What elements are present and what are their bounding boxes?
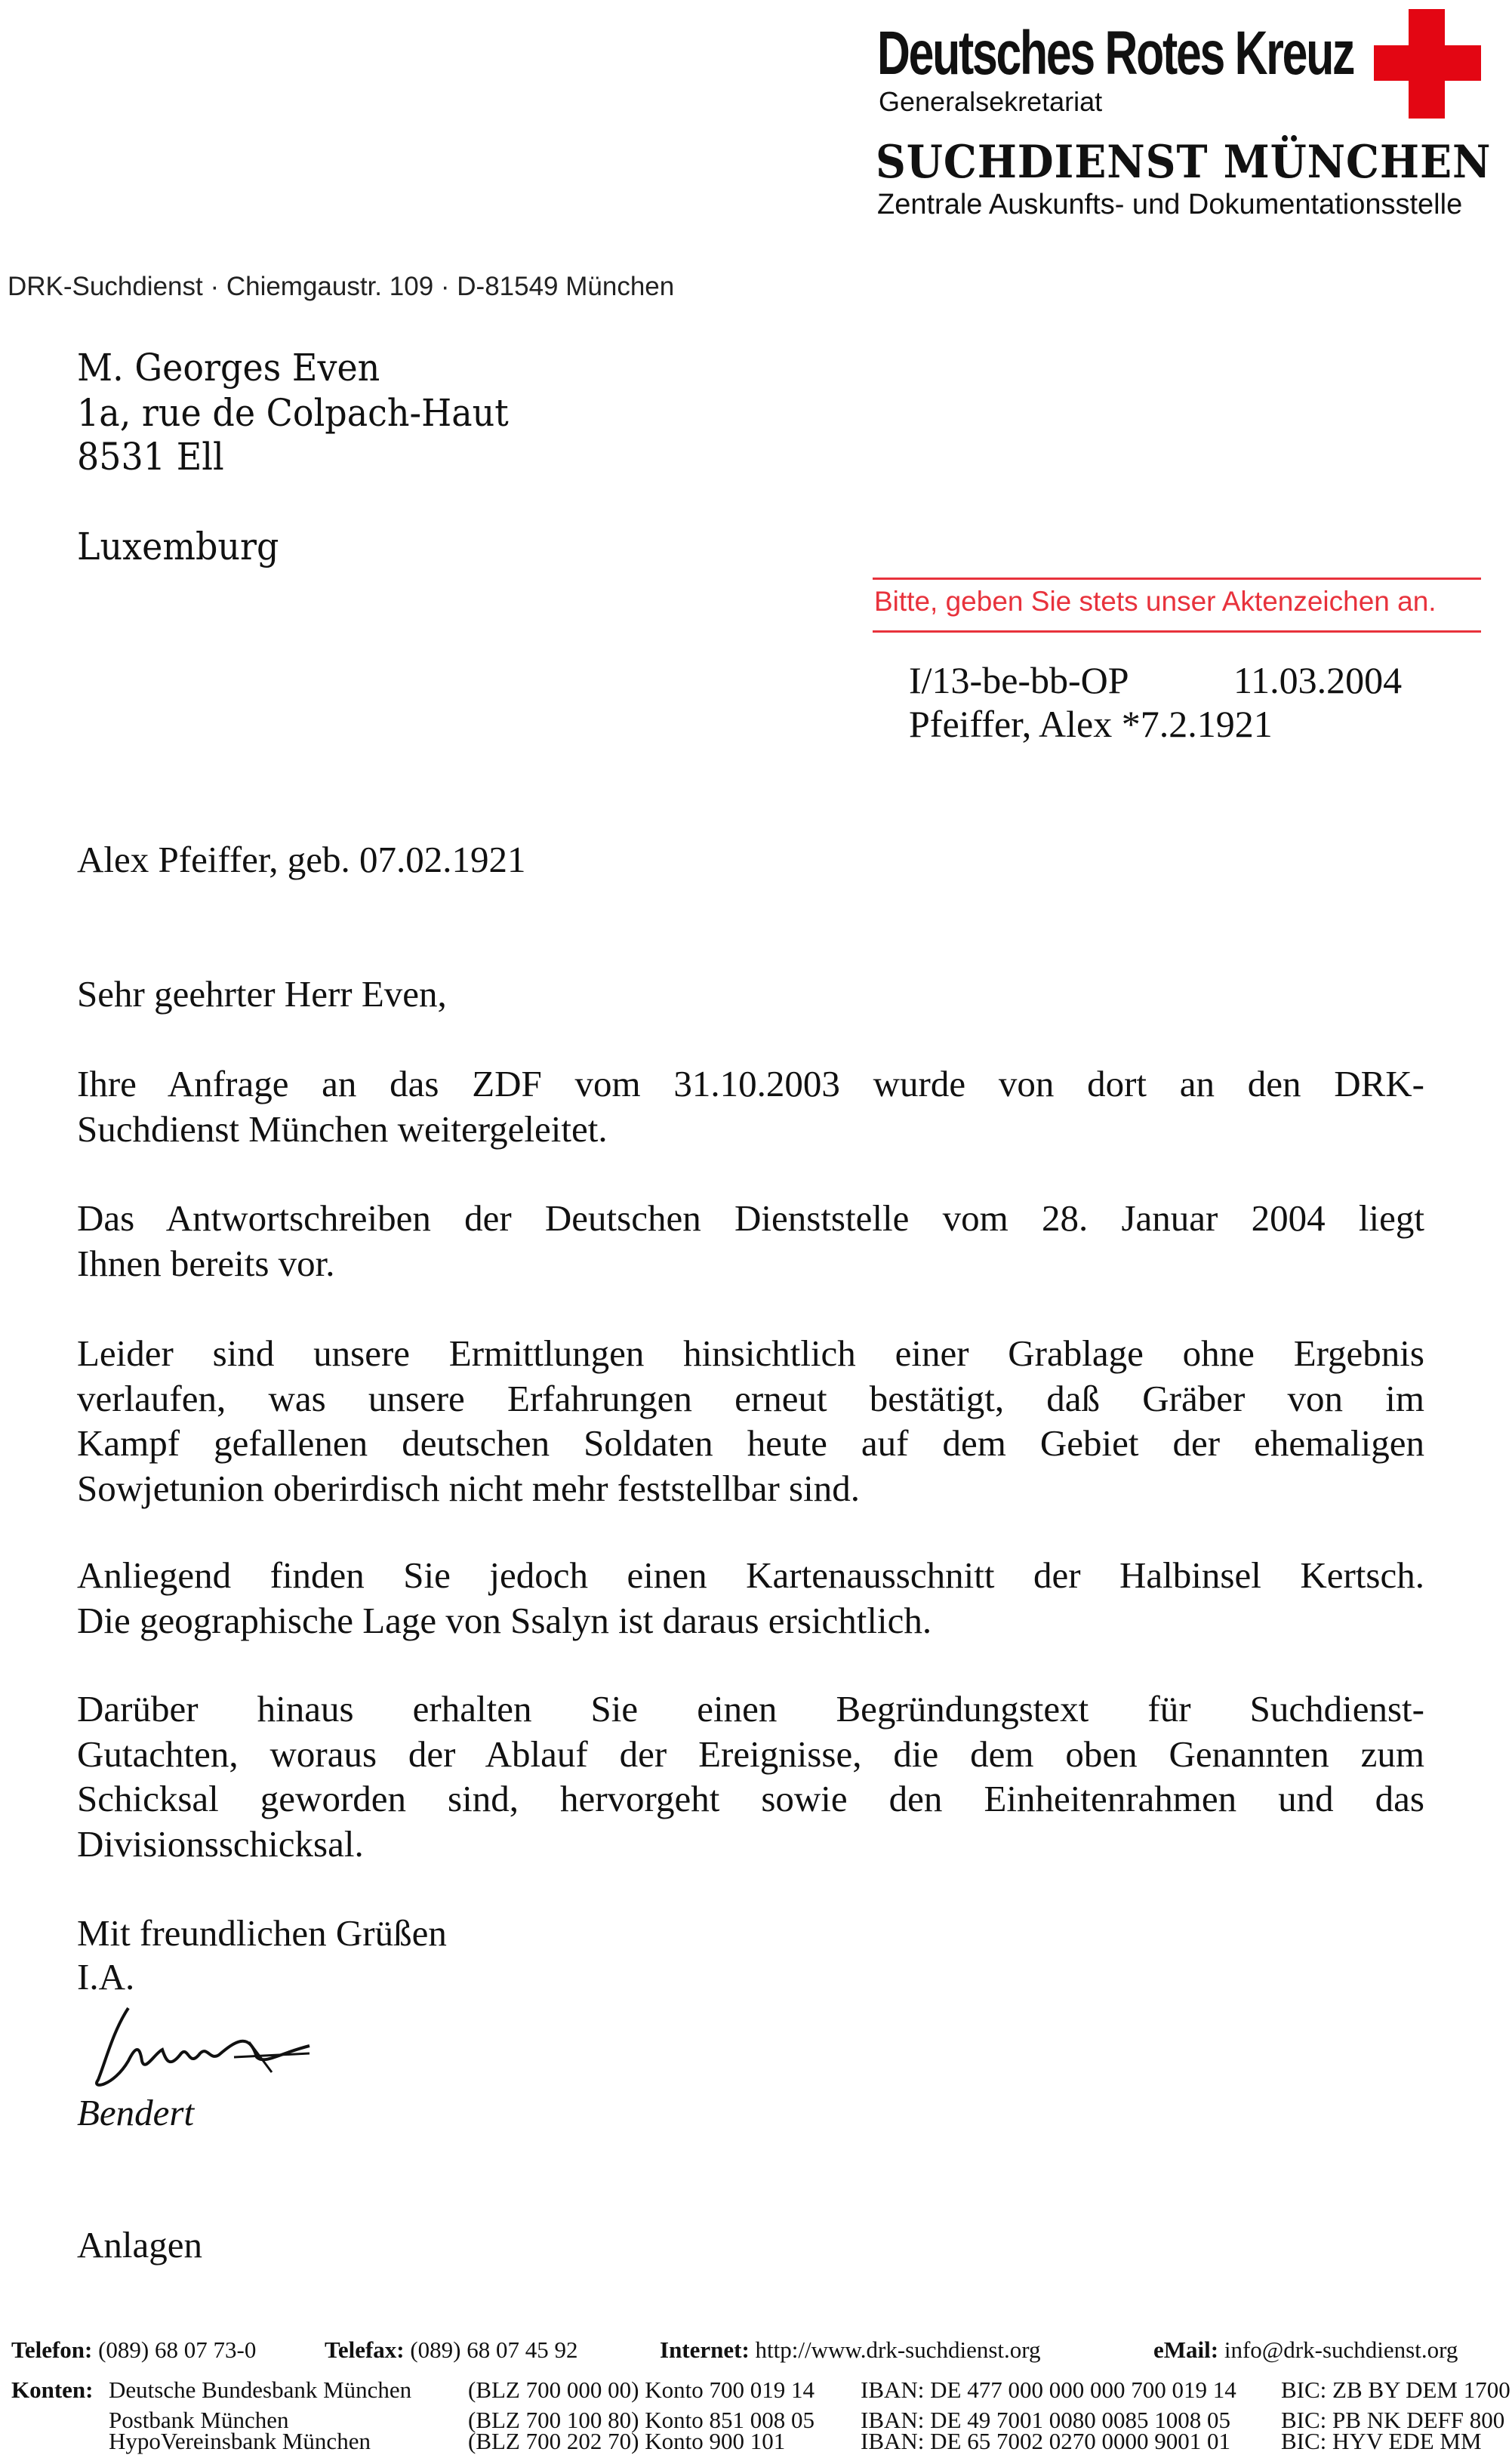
text-line: Schicksal geworden sind, hervorgeht sowie den Einheitenrahmen und das [77,1778,1424,1819]
file-number: I/13-be-bb-OP [909,659,1129,701]
text-line: Kampf gefallenen deutschen Soldaten heute auf dem Gebiet der ehemaligen [77,1422,1424,1464]
closing: Mit freundlichen Grüßen [77,1912,447,1954]
org-name: Deutsches Rotes Kreuz [877,19,1354,88]
text-line: Anliegend finden Sie jedoch einen Kartenausschnitt der Halbinsel Kertsch. [77,1554,1424,1596]
on-behalf: I.A. [77,1956,135,1998]
text-line: Gutachten, woraus der Ablauf der Ereignisse, die dem oben Genannten zum [77,1733,1424,1775]
email-label: eMail: [1153,2336,1219,2363]
text-line: Leider sind unsere Ermittlungen hinsichtlich einer Grablage ohne Ergebnis [77,1332,1424,1374]
text-line: Ihnen bereits vor. [77,1242,335,1284]
text-line: Sowjetunion oberirdisch nicht mehr feststellbar sind. [77,1467,860,1509]
phone: (089) 68 07 73-0 [98,2336,257,2363]
signature [83,2001,325,2091]
website-link[interactable]: http://www.drk-suchdienst.org [755,2336,1041,2363]
bank-name: Deutsche Bundesbank München [109,2376,412,2403]
bank-iban: IBAN: DE 65 7002 0270 0000 9001 01 [861,2428,1230,2454]
text-line: Ihre Anfrage an das ZDF vom 31.10.2003 wurde von dort an den DRK- [77,1063,1424,1104]
reference-hint: Bitte, geben Sie stets unser Aktenzeichen an. [874,586,1437,617]
paragraph [77,1196,1424,1286]
text-line: Das Antwortschreiben der Deutschen Dienststelle vom 28. Januar 2004 liegt [77,1197,1424,1239]
service-subtitle: Zentrale Auskunfts- und Dokumentationsstelle [877,189,1463,220]
enclosures: Anlagen [77,2224,202,2266]
divider [873,578,1481,580]
salutation: Sehr geehrter Herr Even, [77,973,447,1015]
text-line: Die geographische Lage von Ssalyn ist daraus ersichtlich. [77,1599,932,1641]
recipient-street: 1a, rue de Colpach-Haut [77,391,509,435]
fax: (089) 68 07 45 92 [410,2336,578,2363]
phone-label: Telefon: [11,2336,93,2363]
bank-blz: (BLZ 700 000 00) Konto 700 019 14 [468,2376,815,2403]
bank-iban: IBAN: DE 477 000 000 000 700 019 14 [861,2376,1236,2403]
bank-bic: BIC: HYV EDE MM [1281,2428,1482,2454]
subject-line: Alex Pfeiffer, geb. 07.02.1921 [77,839,526,880]
bank-blz: (BLZ 700 100 80) Konto 851 008 05 [468,2407,815,2433]
signatory-name: Bendert [77,2092,195,2133]
division: Generalsekretariat [879,86,1103,117]
bank-bic: BIC: PB NK DEFF 800 [1281,2407,1505,2433]
bank-bic: BIC: ZB BY DEM 1700 [1281,2376,1510,2403]
text-line: Divisionsschicksal. [77,1822,364,1865]
sender-line: DRK-Suchdienst · Chiemgaustr. 109 · D-81549 München [8,272,675,301]
paragraph [77,1061,1424,1151]
recipient-name: M. Georges Even [77,346,380,390]
paragraph [77,1553,1424,1643]
service-name: SUCHDIENST MÜNCHEN [876,136,1492,189]
recipient-country: Luxemburg [77,525,279,568]
text-line: verlaufen, was unsere Erfahrungen erneut bestätigt, daß Gräber von im [77,1377,1424,1419]
bank-blz: (BLZ 700 202 70) Konto 900 101 [468,2428,786,2454]
recipient-city: 8531 Ell [77,435,224,479]
bank-name: HypoVereinsbank München [109,2428,371,2454]
bank-iban: IBAN: DE 49 7001 0080 0085 1008 05 [861,2407,1230,2433]
paragraph [77,1331,1424,1511]
subject-person: Pfeiffer, Alex *7.2.1921 [909,703,1273,745]
text-line: Darüber hinaus erhalten Sie einen Begründungstext für Suchdienst- [77,1688,1424,1730]
accounts-label: Konten: [11,2376,94,2403]
text-line: Suchdienst München weitergeleitet. [77,1107,608,1150]
letter-date: 11.03.2004 [1233,659,1403,701]
web-label: Internet: [660,2336,750,2363]
paragraph [77,1686,1424,1866]
divider [873,630,1481,633]
bank-name: Postbank München [109,2407,289,2433]
email-link[interactable]: info@drk-suchdienst.org [1224,2336,1458,2363]
fax-label: Telefax: [325,2336,405,2363]
